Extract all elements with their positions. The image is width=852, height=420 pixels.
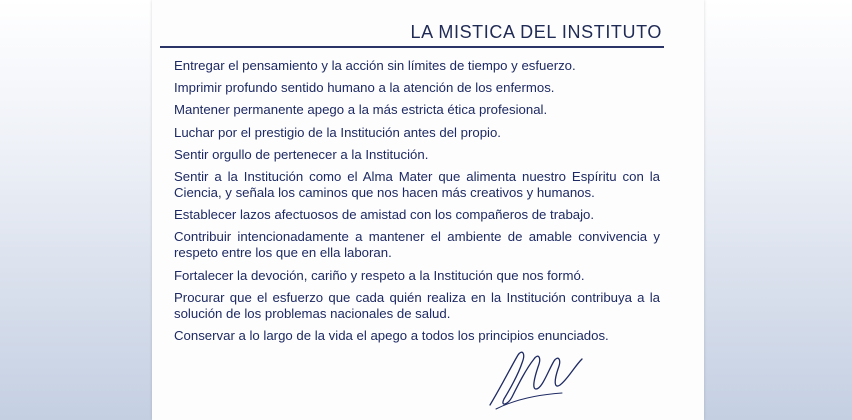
principle-item: Establecer lazos afectuosos de amistad con los compañeros de trabajo. [174,207,595,223]
principle-item: Entregar el pensamiento y la acción sin límites de tiempo y esfuerzo. [174,58,576,73]
document-title: LA MISTICA DEL INSTITUTO [410,22,662,42]
principle-item: Contribuir intencionadamente a mantener el ambiente de amable convivencia y respeto entre los que en ella laboran. [174,229,660,261]
principles-list [174,58,660,350]
principle-item: Luchar por el prestigio de la Institución antes del propio. [174,124,501,140]
left-background-panel [0,0,152,420]
handwritten-signature [482,345,592,415]
principle-item: Sentir orgullo de pertenecer a la Institución. [174,146,429,162]
principle-item: Mantener permanente apego a la más estricta ética profesional. [174,102,548,118]
principle-item: Conservar a lo largo de la vida el apego a todos los principios enunciados. [174,327,609,343]
principle-item: Procurar que el esfuerzo que cada quién realiza en la Institución contribuya a la solución de los problemas nacionales de salud. [174,289,660,321]
title-underline [160,46,664,48]
document-page [152,0,704,420]
principle-item: Sentir a la Institución como el Alma Mater que alimenta nuestro Espíritu con la Ciencia, y señala los caminos que nos hacen más creativos y humanos. [174,168,660,200]
principle-item: Imprimir profundo sentido humano a la atención de los enfermos. [174,80,555,96]
right-background-panel [704,0,852,420]
principle-item: Fortalecer la devoción, cariño y respeto a la Institución que nos formó. [174,267,585,283]
